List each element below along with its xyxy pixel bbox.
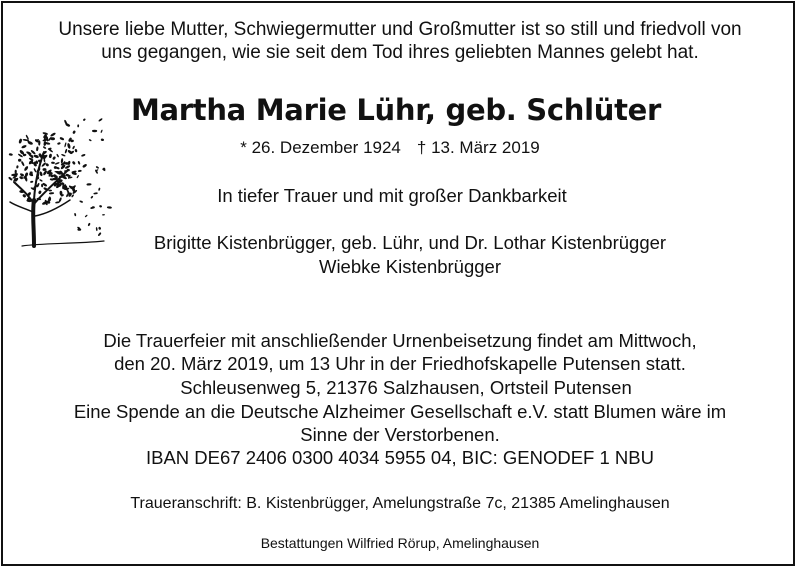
falling-leaf: [72, 145, 75, 149]
donation-line-1: Eine Spende an die Deutsche Alzheimer Gesellschaft e.V. statt Blumen wäre im: [73, 401, 727, 422]
leaf: [64, 165, 70, 170]
leaf: [30, 181, 33, 184]
falling-leaf: [83, 118, 86, 121]
falling-leaf: [96, 227, 98, 231]
falling-leaf: [74, 149, 77, 153]
falling-leaf: [102, 214, 105, 216]
falling-leaf: [107, 206, 112, 209]
leaf: [61, 154, 66, 157]
falling-leaf: [95, 166, 99, 169]
life-dates: [0, 138, 790, 158]
leaf: [55, 162, 60, 165]
falling-leaf: [81, 154, 86, 158]
leaf: [34, 154, 40, 158]
leaf: [21, 144, 27, 149]
service-address: Schleusenweg 5, 21376 Salzhausen, Ortsteil Putensen: [180, 377, 632, 398]
notice-border: [1, 1, 795, 566]
leaf: [51, 162, 55, 165]
leaf: [72, 161, 76, 165]
leaf: [43, 146, 47, 149]
falling-leaf: [82, 163, 87, 168]
leaf: [18, 159, 22, 162]
death-date: † 13. März 2019: [416, 138, 540, 157]
leaf: [15, 170, 17, 174]
leaf: [48, 190, 52, 192]
deceased-name: Martha Marie Lühr, geb. Schlüter: [130, 93, 662, 127]
intro-line-2: uns gegangen, wie sie seit dem Tod ihres geliebten Mannes gelebt hat.: [101, 42, 699, 63]
leaf: [18, 138, 22, 144]
leaf: [39, 179, 43, 182]
leaf: [77, 161, 80, 165]
leaf: [33, 168, 36, 173]
birth-date: * 26. Dezember 1924: [240, 138, 401, 157]
falling-leaf: [86, 183, 91, 186]
leaf: [57, 142, 61, 145]
falling-leaf: [100, 129, 103, 133]
leaf: [16, 165, 19, 168]
falling-leaf: [93, 192, 98, 194]
falling-leaf: [79, 200, 83, 203]
falling-leaf: [77, 228, 81, 231]
falling-leaf: [98, 118, 103, 122]
leaf: [59, 137, 64, 141]
leaf: [21, 161, 25, 167]
falling-leaf: [85, 214, 88, 217]
leaf: [67, 143, 71, 149]
leaf: [61, 158, 64, 164]
falling-leaf: [98, 226, 101, 230]
tree-with-falling-leaves-icon: [4, 108, 114, 250]
leaf: [54, 166, 57, 169]
mourning-line: In tiefer Trauer und mit großer Dankbarkeit: [217, 185, 567, 206]
falling-leaf: [74, 213, 76, 216]
falling-leaf: [77, 124, 79, 127]
leaf: [49, 153, 53, 158]
mourner-1: Brigitte Kistenbrügger, geb. Lühr, und Dr. Lothar Kistenbrügger: [153, 232, 667, 253]
leaf: [38, 190, 42, 194]
falling-leaf: [72, 130, 76, 134]
leaf: [47, 172, 53, 175]
falling-leaf: [90, 195, 93, 198]
leaf: [8, 176, 13, 181]
falling-leaf: [87, 223, 90, 227]
leaf: [39, 171, 43, 176]
leaf: [42, 170, 47, 176]
falling-leaf: [89, 139, 92, 142]
condolence-address: Traueranschrift: B. Kistenbrügger, Amelungstraße 7c, 21385 Amelinghausen: [130, 495, 670, 512]
leaf: [38, 140, 40, 145]
leaf: [56, 154, 59, 158]
leaf: [42, 168, 46, 171]
leaf: [64, 149, 67, 154]
leaf: [24, 165, 29, 171]
leaf: [49, 192, 54, 195]
falling-leaf: [92, 130, 97, 132]
leaf: [50, 132, 56, 137]
falling-leaf: [64, 142, 67, 147]
leaf: [52, 156, 56, 160]
service-line-1: Die Trauerfeier mit anschließender Urnenbeisetzung findet am Mittwoch,: [103, 330, 697, 351]
falling-leaf: [76, 175, 79, 179]
donation-line-2: Sinne der Verstorbenen.: [300, 424, 500, 445]
bank-details: IBAN DE67 2406 0300 4034 5955 04, BIC: GENODEF 1 NBU: [145, 447, 654, 468]
funeral-home: Bestattungen Wilfried Rörup, Amelinghausen: [260, 535, 540, 551]
falling-leaf: [98, 232, 102, 237]
falling-leaf: [99, 205, 102, 208]
leaf: [78, 170, 82, 173]
mourner-2: Wiebke Kistenbrügger: [318, 256, 501, 277]
falling-leaf: [98, 187, 101, 191]
leaf: [36, 146, 39, 151]
service-line-2: den 20. März 2019, um 13 Uhr in der Friedhofskapelle Putensen statt.: [114, 353, 686, 374]
falling-leaf: [101, 138, 105, 141]
leaf: [25, 134, 29, 140]
leaf: [9, 153, 13, 156]
intro-line-1: Unsere liebe Mutter, Schwiegermutter und Großmutter ist so still und friedvoll von: [58, 19, 742, 40]
